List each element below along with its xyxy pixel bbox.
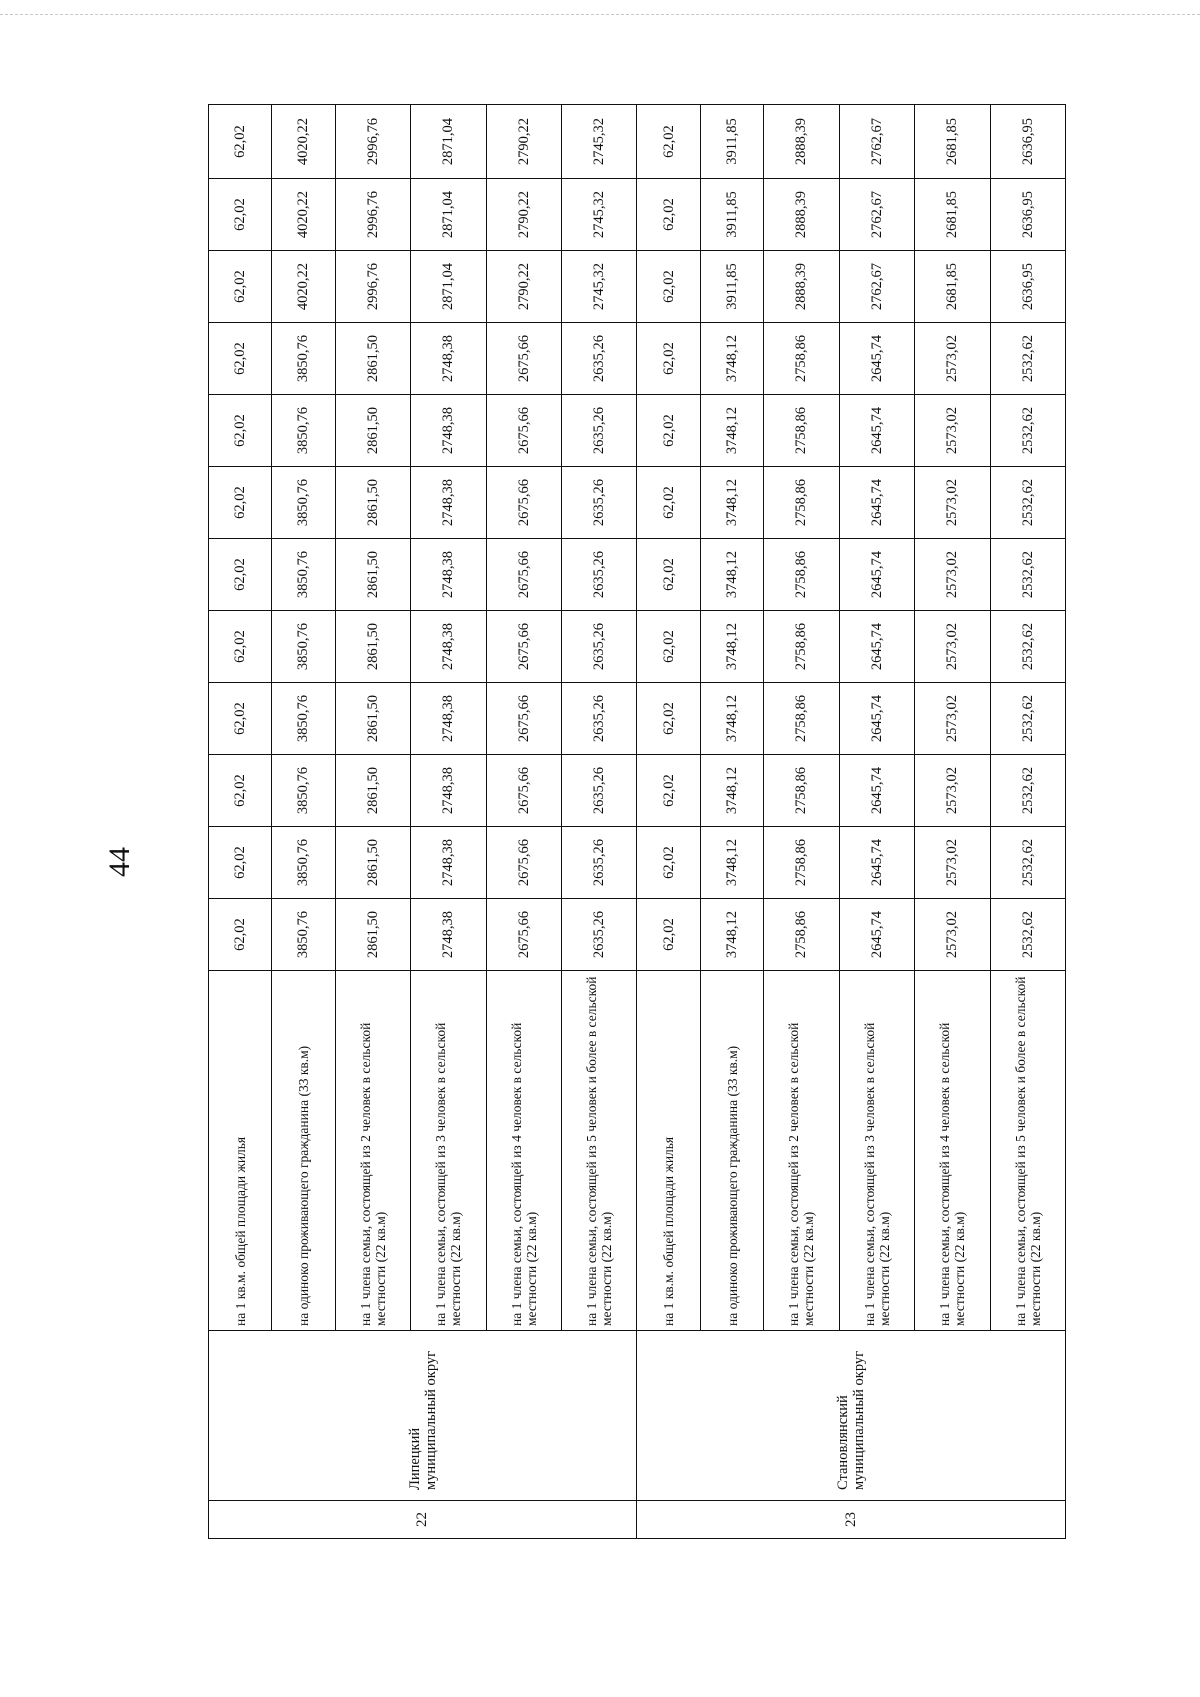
value-cell: 3911,85 xyxy=(700,251,763,323)
value-cell: 62,02 xyxy=(637,395,700,467)
value-cell: 62,02 xyxy=(209,539,272,611)
value-cell: 2645,74 xyxy=(839,395,914,467)
row-label: на одиноко проживающего гражданина (33 кв.м) xyxy=(700,971,763,1331)
value-cell: 2861,50 xyxy=(335,827,410,899)
value-cell: 2748,38 xyxy=(411,539,486,611)
value-cell: 3748,12 xyxy=(700,683,763,755)
section-index: 22 xyxy=(209,1501,637,1539)
municipality-name: Становлянский муниципальный округ xyxy=(637,1331,1066,1501)
value-cell: 62,02 xyxy=(209,395,272,467)
value-cell: 2790,22 xyxy=(486,179,561,251)
value-cell: 62,02 xyxy=(209,105,272,179)
row-label: на 1 кв.м. общей площади жилья xyxy=(637,971,700,1331)
value-cell: 2861,50 xyxy=(335,683,410,755)
row-label: на 1 члена семьи, состоящей из 5 человек и более в сельской местности (22 кв.м) xyxy=(990,971,1065,1331)
value-cell: 2573,02 xyxy=(915,611,990,683)
table-row xyxy=(637,105,700,1539)
value-cell: 3748,12 xyxy=(700,899,763,971)
table-row xyxy=(411,105,486,1539)
table-row xyxy=(764,105,839,1539)
value-cell: 2636,95 xyxy=(990,105,1065,179)
table-row xyxy=(700,105,763,1539)
value-cell: 62,02 xyxy=(209,179,272,251)
row-label: на 1 кв.м. общей площади жилья xyxy=(209,971,272,1331)
value-cell: 2758,86 xyxy=(764,827,839,899)
value-cell: 2645,74 xyxy=(839,827,914,899)
value-cell: 2635,26 xyxy=(562,827,637,899)
value-cell: 2675,66 xyxy=(486,683,561,755)
value-cell: 2645,74 xyxy=(839,467,914,539)
value-cell: 2861,50 xyxy=(335,899,410,971)
value-cell: 2645,74 xyxy=(839,323,914,395)
value-cell: 3911,85 xyxy=(700,179,763,251)
value-cell: 2635,26 xyxy=(562,467,637,539)
row-label: на 1 члена семьи, состоящей из 3 человек в сельской местности (22 кв.м) xyxy=(839,971,914,1331)
value-cell: 3850,76 xyxy=(272,539,335,611)
value-cell: 2871,04 xyxy=(411,251,486,323)
value-cell: 2681,85 xyxy=(915,251,990,323)
value-cell: 2532,62 xyxy=(990,827,1065,899)
value-cell: 2861,50 xyxy=(335,395,410,467)
value-cell: 2573,02 xyxy=(915,827,990,899)
value-cell: 2762,67 xyxy=(839,105,914,179)
value-cell: 62,02 xyxy=(637,105,700,179)
section-index: 23 xyxy=(637,1501,1066,1539)
value-cell: 3850,76 xyxy=(272,683,335,755)
value-cell: 2861,50 xyxy=(335,323,410,395)
value-cell: 2635,26 xyxy=(562,323,637,395)
value-cell: 2888,39 xyxy=(764,251,839,323)
value-cell: 2758,86 xyxy=(764,467,839,539)
value-cell: 2635,26 xyxy=(562,755,637,827)
value-cell: 2635,26 xyxy=(562,395,637,467)
value-cell: 3850,76 xyxy=(272,755,335,827)
value-cell: 3850,76 xyxy=(272,827,335,899)
value-cell: 2532,62 xyxy=(990,899,1065,971)
value-cell: 2758,86 xyxy=(764,683,839,755)
table-row xyxy=(335,105,410,1539)
row-label: на одиноко проживающего гражданина (33 кв.м) xyxy=(272,971,335,1331)
value-cell: 2745,32 xyxy=(562,251,637,323)
value-cell: 2748,38 xyxy=(411,395,486,467)
value-cell: 62,02 xyxy=(637,467,700,539)
value-cell: 62,02 xyxy=(637,179,700,251)
table-row xyxy=(839,105,914,1539)
value-cell: 2573,02 xyxy=(915,683,990,755)
value-cell: 62,02 xyxy=(209,611,272,683)
value-cell: 2532,62 xyxy=(990,323,1065,395)
value-cell: 2645,74 xyxy=(839,683,914,755)
value-cell: 2790,22 xyxy=(486,105,561,179)
value-cell: 4020,22 xyxy=(272,105,335,179)
top-dashed-rule xyxy=(0,14,1200,15)
value-cell: 2675,66 xyxy=(486,899,561,971)
value-cell: 2675,66 xyxy=(486,539,561,611)
value-cell: 2532,62 xyxy=(990,611,1065,683)
value-cell: 2758,86 xyxy=(764,323,839,395)
value-cell: 3748,12 xyxy=(700,755,763,827)
value-cell: 3748,12 xyxy=(700,827,763,899)
table-row xyxy=(272,105,335,1539)
value-cell: 2636,95 xyxy=(990,251,1065,323)
value-cell: 62,02 xyxy=(209,467,272,539)
value-cell: 62,02 xyxy=(637,539,700,611)
value-cell: 62,02 xyxy=(209,755,272,827)
row-label: на 1 члена семьи, состоящей из 3 человек в сельской местности (22 кв.м) xyxy=(411,971,486,1331)
value-cell: 2758,86 xyxy=(764,755,839,827)
value-cell: 2645,74 xyxy=(839,899,914,971)
value-cell: 2748,38 xyxy=(411,899,486,971)
value-cell: 2675,66 xyxy=(486,395,561,467)
value-cell: 2888,39 xyxy=(764,179,839,251)
value-cell: 2645,74 xyxy=(839,755,914,827)
value-cell: 3748,12 xyxy=(700,611,763,683)
value-cell: 2635,26 xyxy=(562,683,637,755)
value-cell: 2532,62 xyxy=(990,395,1065,467)
value-cell: 2748,38 xyxy=(411,611,486,683)
value-cell: 2996,76 xyxy=(335,105,410,179)
value-cell: 2645,74 xyxy=(839,611,914,683)
row-label: на 1 члена семьи, состоящей из 4 человек в сельской местности (22 кв.м) xyxy=(486,971,561,1331)
page-number: 44 xyxy=(103,847,136,877)
value-cell: 2681,85 xyxy=(915,105,990,179)
value-cell: 3850,76 xyxy=(272,899,335,971)
value-cell: 4020,22 xyxy=(272,251,335,323)
value-cell: 2748,38 xyxy=(411,323,486,395)
value-cell: 62,02 xyxy=(637,251,700,323)
value-cell: 3850,76 xyxy=(272,323,335,395)
value-cell: 3911,85 xyxy=(700,105,763,179)
table-row xyxy=(562,105,637,1539)
value-cell: 62,02 xyxy=(209,827,272,899)
value-cell: 2573,02 xyxy=(915,395,990,467)
value-cell: 62,02 xyxy=(637,827,700,899)
value-cell: 2675,66 xyxy=(486,467,561,539)
value-cell: 2996,76 xyxy=(335,251,410,323)
value-cell: 2675,66 xyxy=(486,827,561,899)
value-cell: 62,02 xyxy=(637,323,700,395)
value-cell: 2636,95 xyxy=(990,179,1065,251)
value-cell: 3850,76 xyxy=(272,611,335,683)
value-cell: 62,02 xyxy=(637,899,700,971)
row-label: на 1 члена семьи, состоящей из 2 человек в сельской местности (22 кв.м) xyxy=(764,971,839,1331)
value-cell: 62,02 xyxy=(209,899,272,971)
value-cell: 2871,04 xyxy=(411,105,486,179)
value-cell: 3748,12 xyxy=(700,395,763,467)
value-cell: 62,02 xyxy=(637,755,700,827)
value-cell: 2573,02 xyxy=(915,899,990,971)
value-cell: 2996,76 xyxy=(335,179,410,251)
value-cell: 2573,02 xyxy=(915,323,990,395)
value-cell: 2748,38 xyxy=(411,467,486,539)
value-cell: 2745,32 xyxy=(562,105,637,179)
table-row xyxy=(915,105,990,1539)
value-cell: 2762,67 xyxy=(839,179,914,251)
value-cell: 2861,50 xyxy=(335,611,410,683)
rotated-table-wrapper xyxy=(208,107,1066,1539)
value-cell: 2758,86 xyxy=(764,611,839,683)
value-cell: 2748,38 xyxy=(411,755,486,827)
value-cell: 62,02 xyxy=(209,683,272,755)
municipality-name: Липецкий муниципальный округ xyxy=(209,1331,637,1501)
value-cell: 2748,38 xyxy=(411,827,486,899)
value-cell: 2758,86 xyxy=(764,899,839,971)
value-cell: 2758,86 xyxy=(764,395,839,467)
value-cell: 2681,85 xyxy=(915,179,990,251)
value-cell: 2861,50 xyxy=(335,467,410,539)
value-cell: 3748,12 xyxy=(700,539,763,611)
value-cell: 2871,04 xyxy=(411,179,486,251)
value-cell: 2635,26 xyxy=(562,611,637,683)
value-cell: 2532,62 xyxy=(990,467,1065,539)
value-cell: 62,02 xyxy=(637,611,700,683)
value-cell: 62,02 xyxy=(209,323,272,395)
value-cell: 2635,26 xyxy=(562,539,637,611)
value-cell: 3748,12 xyxy=(700,323,763,395)
value-cell: 3850,76 xyxy=(272,395,335,467)
value-cell: 2745,32 xyxy=(562,179,637,251)
value-cell: 2790,22 xyxy=(486,251,561,323)
value-cell: 2573,02 xyxy=(915,467,990,539)
value-cell: 2635,26 xyxy=(562,899,637,971)
value-cell: 2861,50 xyxy=(335,755,410,827)
row-label: на 1 члена семьи, состоящей из 5 человек и более в сельской местности (22 кв.м) xyxy=(562,971,637,1331)
value-cell: 62,02 xyxy=(209,251,272,323)
value-cell: 2532,62 xyxy=(990,683,1065,755)
value-cell: 2675,66 xyxy=(486,755,561,827)
row-label: на 1 члена семьи, состоящей из 4 человек в сельской местности (22 кв.м) xyxy=(915,971,990,1331)
table-row xyxy=(486,105,561,1539)
value-cell: 2532,62 xyxy=(990,539,1065,611)
value-cell: 2748,38 xyxy=(411,683,486,755)
value-cell: 2758,86 xyxy=(764,539,839,611)
table-row xyxy=(990,105,1065,1539)
value-cell: 2888,39 xyxy=(764,105,839,179)
value-cell: 2532,62 xyxy=(990,755,1065,827)
value-cell: 3850,76 xyxy=(272,467,335,539)
value-cell: 2762,67 xyxy=(839,251,914,323)
value-cell: 2675,66 xyxy=(486,611,561,683)
value-cell: 4020,22 xyxy=(272,179,335,251)
value-cell: 2645,74 xyxy=(839,539,914,611)
value-cell: 2675,66 xyxy=(486,323,561,395)
tariff-table xyxy=(208,104,1066,1539)
value-cell: 2861,50 xyxy=(335,539,410,611)
table-row xyxy=(209,105,272,1539)
value-cell: 2573,02 xyxy=(915,755,990,827)
value-cell: 3748,12 xyxy=(700,467,763,539)
value-cell: 62,02 xyxy=(637,683,700,755)
row-label: на 1 члена семьи, состоящей из 2 человек в сельской местности (22 кв.м) xyxy=(335,971,410,1331)
value-cell: 2573,02 xyxy=(915,539,990,611)
